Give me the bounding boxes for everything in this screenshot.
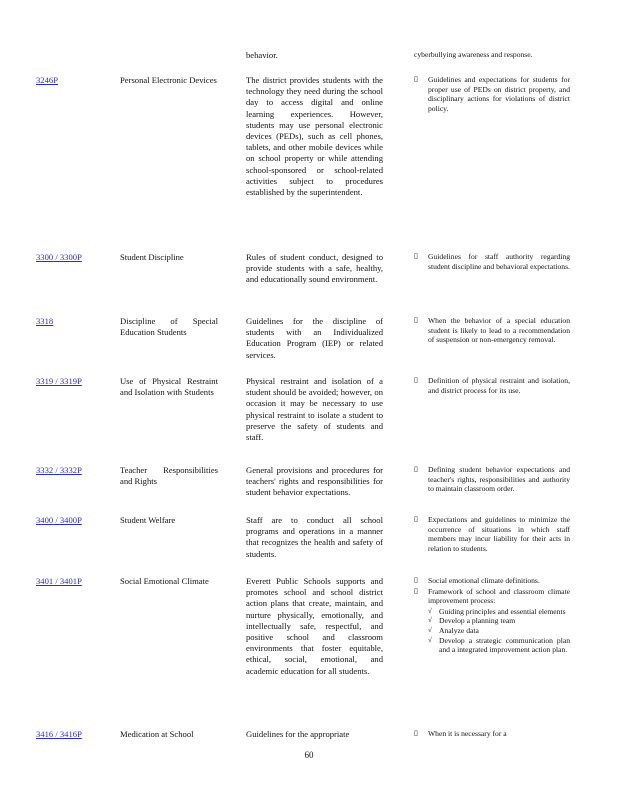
note-item: ▯ When it is necessary for a xyxy=(414,729,570,739)
note-item: ▯ Definition of physical restraint and isolation, and district process for its use. xyxy=(414,376,570,395)
policy-code-links: 3416 / 3416P xyxy=(36,729,82,739)
policy-title: Teacher Responsibilities and Rights xyxy=(120,465,218,486)
policy-notes xyxy=(414,252,570,272)
sub-list-item: √ Analyze data xyxy=(428,626,570,636)
policy-title: Discipline of Special Education Students xyxy=(120,316,218,337)
policy-code-link[interactable]: 3318 xyxy=(36,316,54,326)
policy-code-links: 3332 / 3332P xyxy=(36,465,82,475)
policy-title: Personal Electronic Devices xyxy=(120,75,217,85)
note-item: ▯ Framework of school and classroom climate improvement process: xyxy=(414,587,570,606)
policy-procedure-link[interactable]: 3400P xyxy=(59,515,82,525)
note-item: ▯ Guidelines and expectations for students for proper use of PEDs on district property, and disciplinary actions for violations of district policy. xyxy=(414,75,570,113)
note-item: ▯ Defining student behavior expectations and teacher's rights, responsibilities and authority to maintain classroom order. xyxy=(414,465,570,494)
policy-title: Social Emotional Climate xyxy=(120,576,209,586)
note-item: ▯ When the behavior of a special education student is likely to lead to a recommendation of suspension or non-emergency removal. xyxy=(414,316,570,345)
policy-notes xyxy=(414,75,570,114)
policy-code-link[interactable]: 3300 xyxy=(36,252,54,262)
policy-procedure-link[interactable]: 3300P xyxy=(59,252,82,262)
policy-procedure-link[interactable]: 3319P xyxy=(59,376,82,386)
policy-procedure-link[interactable]: 3401P xyxy=(59,576,82,586)
policy-code-links: 3300 / 3300P xyxy=(36,252,82,262)
note-item: ▯ Guidelines for staff authority regarding student discipline and behavioral expectations. xyxy=(414,252,570,271)
policy-notes xyxy=(414,576,570,655)
policy-code-link[interactable]: 3400 xyxy=(36,515,54,525)
policy-description: Guidelines for the appropriate xyxy=(246,729,350,739)
sub-list-item: √ Develop a strategic communication plan and a integrated improvement action plan. xyxy=(428,636,570,655)
policy-code-links: 3319 / 3319P xyxy=(36,376,82,386)
policy-description: Physical restraint and isolation of a student should be avoided; however, on occasion it may be necessary to use physical restraint to isolate a student to preserve the safety of students and staff. xyxy=(246,376,383,443)
policy-procedure-link[interactable]: 3416P xyxy=(59,729,82,739)
policy-notes xyxy=(414,316,570,346)
policy-description: General provisions and procedures for teachers' rights and responsibilities for student behavior expectations. xyxy=(246,465,383,498)
policy-code-link[interactable]: 3332 xyxy=(36,465,54,475)
policy-code-links: 3400 / 3400P xyxy=(36,515,82,525)
policy-description: The district provides students with the technology they need during the school day to access digital and online learning experiences. However, students may use personal electronic devices (PEDs), such as cell phones, tablets, and other mobile devices while on school property or while attending school-sponsored or school-related activities subject to procedures established by the superintendent. xyxy=(246,75,383,198)
policy-notes xyxy=(414,465,570,495)
policy-title: Medication at School xyxy=(120,729,194,739)
sub-list-item: √ Guiding principles and essential elements xyxy=(428,607,570,617)
sub-list xyxy=(414,607,570,655)
policy-notes xyxy=(414,376,570,396)
policy-description: Guidelines for the discipline of students with an Individualized Education Program (IEP) or related services. xyxy=(246,316,383,360)
policy-title: Student Welfare xyxy=(120,515,176,525)
policy-code-links: 3401 / 3401P xyxy=(36,576,82,586)
policy-notes xyxy=(414,515,570,554)
policy-code-link[interactable]: 3246P xyxy=(36,75,58,85)
policy-title: Student Discipline xyxy=(120,252,184,262)
policy-description: Staff are to conduct all school programs and operations in a manner that recognizes the health and safety of students. xyxy=(246,515,383,559)
policy-description: Rules of student conduct, designed to provide students with a safe, healthy, and educationally sound environment. xyxy=(246,252,383,285)
continuation-description: behavior. xyxy=(246,50,278,60)
continuation-notes: cyberbullying awareness and response. xyxy=(414,50,533,59)
policy-title: Use of Physical Restraint and Isolation with Students xyxy=(120,376,218,397)
sub-list-item: √ Develop a planning team xyxy=(428,616,570,626)
page-number: 60 xyxy=(304,750,314,760)
policy-code-link[interactable]: 3416 xyxy=(36,729,54,739)
policy-procedure-link[interactable]: 3332P xyxy=(59,465,82,475)
policy-notes xyxy=(414,729,570,740)
policy-code-link[interactable]: 3319 xyxy=(36,376,54,386)
note-item: ▯ Social emotional climate definitions. xyxy=(414,576,570,586)
note-item: ▯ Expectations and guidelines to minimize the occurrence of situations in which staff members may incur liability for their acts in relation to students. xyxy=(414,515,570,553)
policy-description: Everett Public Schools supports and promotes school and school district action plans that create, maintain, and nurture physically, emotionally, and intellectually safe, respectful, and positive school and classroom environments that foster equitable, ethical, social, emotional, and academic education for all students. xyxy=(246,576,383,676)
policy-code-link[interactable]: 3401 xyxy=(36,576,54,586)
